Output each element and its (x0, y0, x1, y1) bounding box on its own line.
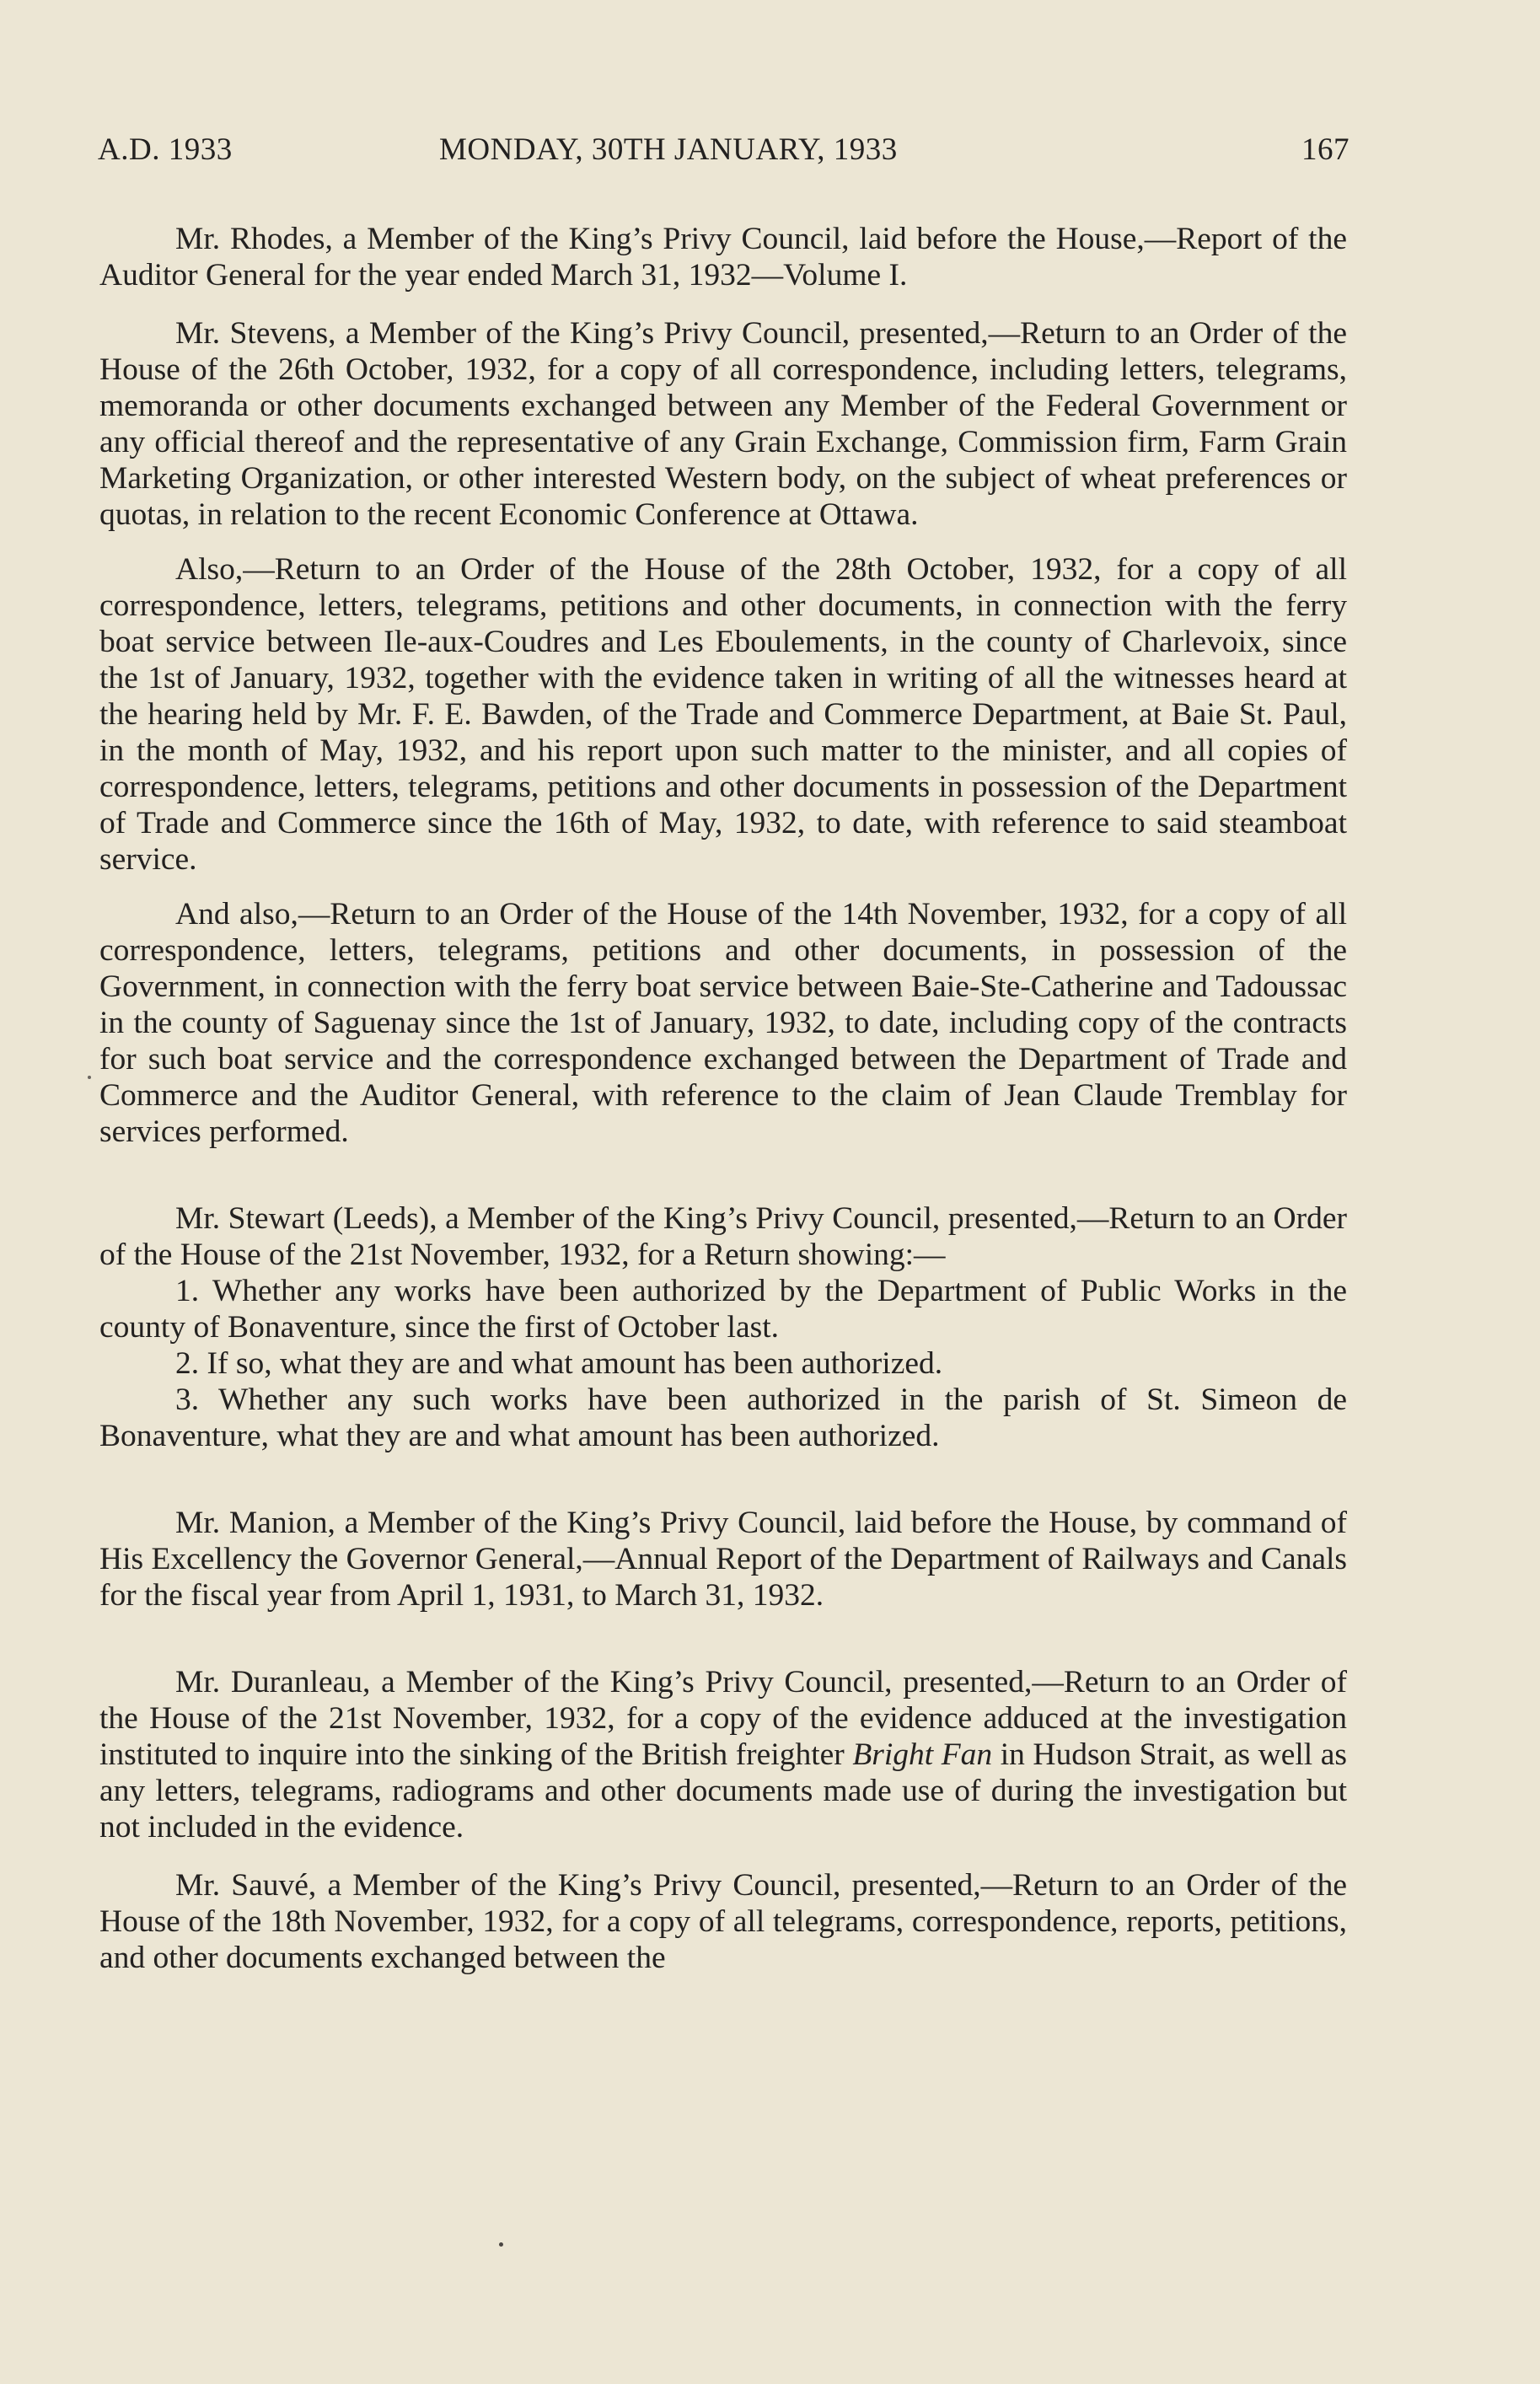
page-number: 167 (1301, 132, 1350, 167)
list-item: 1. Whether any works have been authorized by the Department of Public Works in the county of Bonaventure, since the first of October last. (99, 1274, 1347, 1345)
duranleau-text-end: in Hudson Strait, as well as any letters, telegrams, radiograms and other documents made use of during the investigation but not included in the evidence. (99, 1737, 1347, 1844)
ship-name: Bright Fan (852, 1737, 993, 1772)
paragraph-rhodes: Mr. Rhodes, a Member of the King’s Privy Council, laid before the House,—Report of the Auditor General for the year ended March 31, 1932—Volume I. (99, 222, 1347, 293)
ink-speck (499, 2242, 503, 2247)
page-header (98, 132, 1350, 174)
paragraph-manion: Mr. Manion, a Member of the King’s Privy Council, laid before the House, by command of His Excellency the Governor General,—Annual Report of the Department of Railways and Canals for the fiscal year from April 1, 1931, to March 31, 1932. (99, 1506, 1347, 1613)
paragraph-duranleau (99, 1664, 1347, 1845)
paragraph-and-also: And also,—Return to an Order of the House of the 14th November, 1932, for a copy of all correspondence, letters, telegrams, petitions and other documents, in possession of the Government, in connection with the ferry boat service between Baie-Ste-Catherine and Tadoussac in the county of Saguenay since the 1st of January, 1932, to date, including copy of the contracts for such boat service and the correspondence exchanged between the Department of Trade and Commerce and the Auditor General, with reference to the claim of Jean Claude Tremblay for services performed. (99, 897, 1347, 1149)
duranleau-text-start: Mr. Duranleau, a Member of the King’s Privy Council, presented,—Return to an Order of the House of the 21st November, 1932, for a copy of the evidence adduced at the investigation instituted to inquire into the sinking of the British freighter (99, 1665, 1347, 1772)
ink-speck (88, 1076, 91, 1079)
paragraph-stewart: Mr. Stewart (Leeds), a Member of the King’s Privy Council, presented,—Return to an Order of the House of the 21st November, 1932, for a Return showing:— (99, 1201, 1347, 1272)
paragraph-sauve: Mr. Sauvé, a Member of the King’s Privy Council, presented,—Return to an Order of the House of the 18th November, 1932, for a copy of all telegrams, correspondence, reports, petitions, and other documents exchanged between the (99, 1868, 1347, 1975)
page-body (99, 221, 1347, 1976)
list-item: 2. If so, what they are and what amount has been authorized. (175, 1346, 943, 1381)
paragraph-also: Also,—Return to an Order of the House of the 28th October, 1932, for a copy of all correspondence, letters, telegrams, petitions and other documents, in connection with the ferry boat service between Ile-aux-Coudres and Les Eboulements, in the county of Charlevoix, since the 1st of January, 1932, together with the evidence taken in writing of all the witnesses heard at the hearing held by Mr. F. E. Bawden, of the Trade and Commerce Department, at Baie St. Paul, in the month of May, 1932, and his report upon such matter to the minister, and all copies of correspondence, letters, telegrams, petitions and other documents in possession of the Department of Trade and Commerce since the 16th of May, 1932, to date, with reference to said steamboat service. (99, 552, 1347, 877)
paragraph-stevens: Mr. Stevens, a Member of the King’s Privy Council, presented,—Return to an Order of the House of the 26th October, 1932, for a copy of all correspondence, including letters, telegrams, memoranda or other documents exchanged between any Member of the Federal Government or any official thereof and the representative of any Grain Exchange, Commission firm, Farm Grain Marketing Organization, or other interested Western body, on the subject of wheat preferences or quotas, in relation to the recent Economic Conference at Ottawa. (99, 316, 1347, 532)
header-date: MONDAY, 30TH JANUARY, 1933 (439, 132, 898, 167)
list-item: 3. Whether any such works have been authorized in the parish of St. Simeon de Bonaventure, what they are and what amount has been authorized. (99, 1383, 1347, 1453)
header-year: A.D. 1933 (98, 132, 233, 167)
